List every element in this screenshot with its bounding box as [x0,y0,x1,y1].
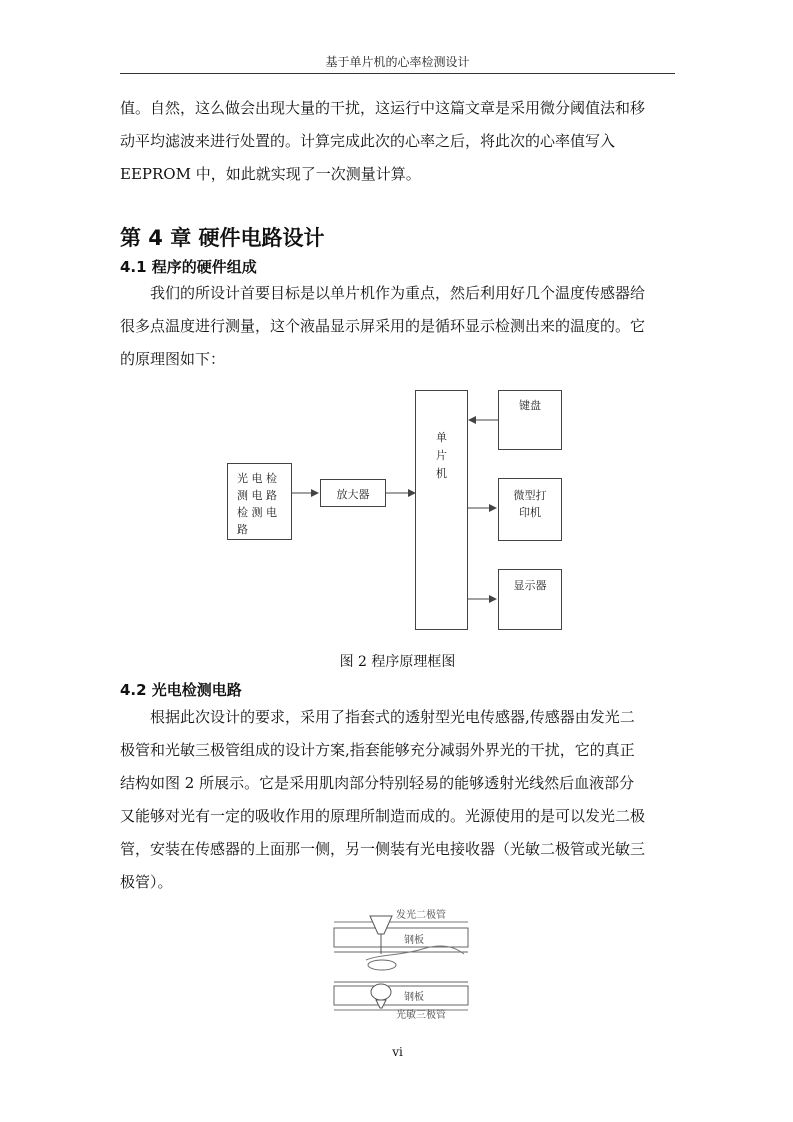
box-label-char: 机 [436,467,447,480]
paragraph-line: 极管）。 [120,873,173,891]
section-4-2-paragraph [120,701,675,899]
box-label-char: 片 [436,449,447,462]
paragraph-line: 值。自然，这么做会出现大量的干扰，这运行中这篇文章是采用微分阈值法和移 [120,99,646,117]
paragraph-line: 动平均滤波来进行处置的。计算完成此次的心率之后，将此次的心率值写入 [120,132,616,150]
photoelectric-sensor-box [227,463,292,540]
section-4-2-title: 4.2 光电检测电路 [120,681,242,699]
paragraph-line: 的原理图如下： [120,350,226,368]
paragraph-line: EEPROM 中，如此就实现了一次测量计算。 [120,165,421,183]
mcu-box [415,390,468,630]
box-label-line: 检 测 电 [237,506,277,519]
header-rule [120,73,675,74]
paragraph-line: 极管和光敏三极管组成的设计方案,指套能够充分减弱外界光的干扰，它的真正 [120,741,635,759]
paragraph-line: 根据此次设计的要求，采用了指套式的透射型光电传感器,传感器由发光二 [150,708,635,726]
box-label-line: 微型打 [513,489,547,502]
phototransistor-label: 光敏三极管 [396,1010,446,1021]
box-label-line: 光 电 检 [237,472,277,485]
amplifier-box [320,479,386,507]
page-number: vi [392,1045,403,1059]
keyboard-box [498,390,562,450]
box-label-line: 测 电 路 [237,489,277,502]
paragraph-line: 又能够对光有一定的吸收作用的原理所制造而成的。光源使用的是可以发光二极 [120,807,646,825]
figure-2-caption: 图 2 程序原理框图 [339,654,456,670]
section-4-1-title: 4.1 程序的硬件组成 [120,258,257,276]
display-box [498,569,562,630]
intro-paragraph [120,92,675,191]
box-label: 键盘 [519,399,541,412]
box-label: 显示器 [513,579,547,592]
paragraph-line: 我们的所设计首要目标是以单片机作为重点，然后利用好几个温度传感器给 [150,284,646,302]
paragraph-line: 很多点温度进行测量，这个液晶显示屏采用的是循环显示检测出来的温度的。它 [120,317,646,335]
chapter-title: 第 4 章 硬件电路设计 [120,226,325,250]
box-label-char: 单 [436,431,447,444]
finger-sensor-figure [326,902,476,1020]
section-4-1-paragraph [120,277,675,376]
paragraph-line: 结构如图 2 所展示。它是采用肌肉部分特别轻易的能够透射光线然后血液部分 [120,774,635,792]
printer-box [498,478,562,541]
led-label: 发光二极管 [396,910,446,921]
paragraph-line: 管，安装在传感器的上面那一侧，另一侧装有光电接收器（光敏二极管或光敏三 [120,840,646,858]
box-label-line: 印机 [519,506,541,519]
box-label-line: 路 [237,523,248,536]
upper-plate-label: 钢板 [404,935,424,946]
lower-plate-label: 钢板 [404,992,424,1003]
running-header: 基于单片机的心率检测设计 [325,55,470,69]
box-label: 放大器 [336,488,370,501]
